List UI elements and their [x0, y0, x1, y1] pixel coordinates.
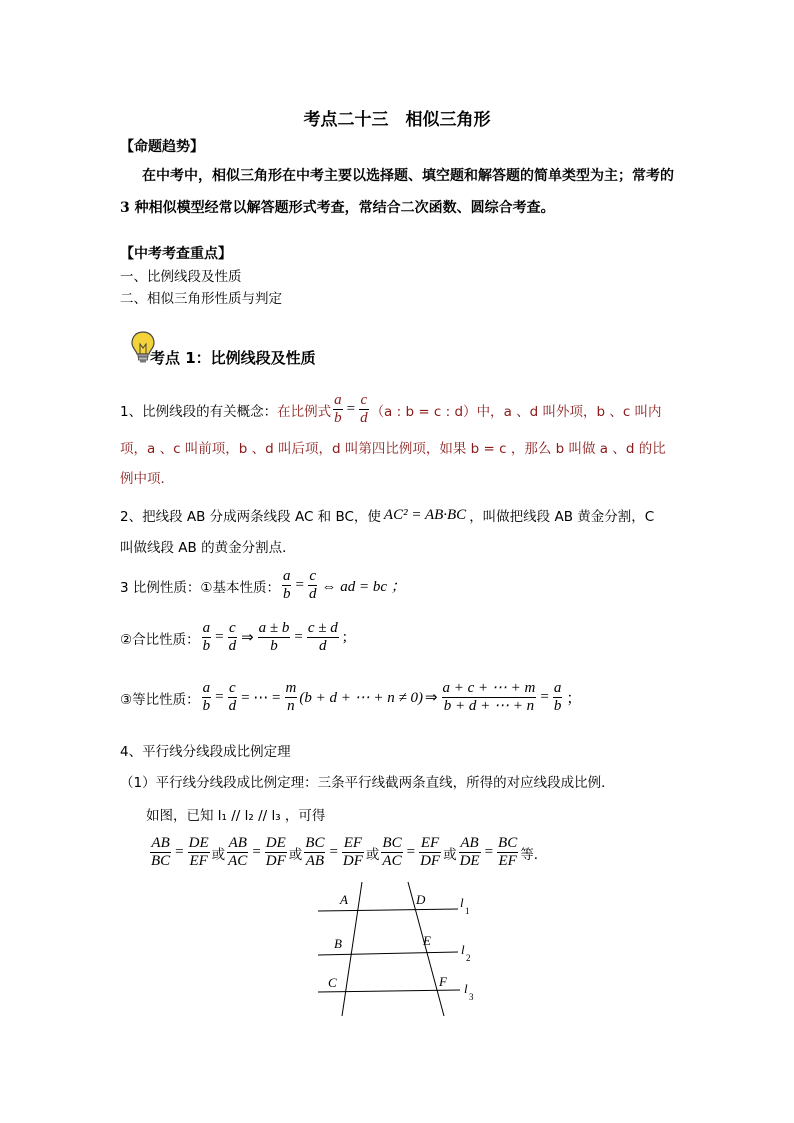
focus-item-2: 二、相似三角形性质与判定 — [120, 291, 282, 307]
fraction-c-d: $\frac{c}{d}$ — [228, 620, 237, 654]
trend-heading: 【命题趋势】 — [120, 139, 204, 155]
or-text: 或 — [211, 846, 226, 863]
p1-line-1: 1、比例线段的有关概念： 在比例式 $\frac{a}{b}$ = $\frac{c}{d}$ （a : b = c : d） 中， a 、d 叫外项，b 、c 叫内 — [120, 392, 662, 426]
point-F-label: F — [439, 974, 447, 989]
section-1-heading: 考点 1：比例线段及性质 — [150, 349, 316, 367]
p1-line-2: 项，a 、c 叫前项，b 、d 叫后项，d 叫第四比例项，如果 b = c ，那么 b 叫做 a 、d 的比 — [120, 441, 666, 457]
p3-label: 3 比例性质：①基本性质： — [120, 579, 280, 596]
fraction-c-d: $\frac{c}{d}$ — [308, 568, 317, 602]
ratio-fraction: $\frac{EF}{DF}$ — [342, 835, 363, 869]
ratio-fraction: $\frac{AB}{AC}$ — [228, 835, 248, 869]
p3-condition: (b + d + ⋯ + n ≠ 0) — [299, 690, 423, 706]
line-l3-sub: 3 — [469, 992, 474, 1002]
line-l2 — [318, 952, 458, 955]
line-l3 — [318, 990, 460, 992]
line-l2-sub: 2 — [466, 953, 471, 963]
p1-red-text: 在比例式 — [277, 403, 332, 420]
parallel-lines-figure — [300, 880, 500, 1024]
p3-label-3: ③等比性质： — [120, 691, 200, 708]
page-title: 考点二十三 相似三角形 — [303, 110, 491, 130]
point-B-label: B — [334, 936, 342, 951]
fraction-c-d: $\frac{c}{d}$ — [360, 392, 368, 426]
p4-given: 如图，已知 l₁ // l₂ // l₃ ，可得 — [146, 808, 326, 824]
ratio-fraction: $\frac{BC}{AB}$ — [305, 835, 325, 869]
p4-heading: 4、平行线分线段成比例定理 — [120, 744, 291, 760]
line-l1 — [318, 909, 458, 911]
p3-result: ⇔ ad = bc ； — [321, 579, 406, 595]
line-l3-label: l — [464, 981, 468, 996]
p2-line-1 — [120, 505, 654, 525]
fraction-a-b: $\frac{a}{b}$ — [334, 392, 342, 426]
ratio-fraction: $\frac{BC}{AC}$ — [382, 835, 402, 869]
p1-line-3: 例中项． — [120, 471, 174, 487]
line-l1-sub: 1 — [465, 906, 470, 916]
fraction-a-b: $\frac{a}{b}$ — [553, 680, 562, 714]
focus-heading: 【中考考查重点】 — [120, 246, 232, 262]
ratio-fraction: $\frac{AB}{DE}$ — [459, 835, 480, 869]
p1-line1-rest: a 、d 叫外项，b 、c 叫内 — [503, 403, 662, 420]
line-l2-label: l — [461, 942, 465, 957]
fraction-a-b: $\frac{a}{b}$ — [202, 680, 211, 714]
point-A-label: A — [340, 892, 348, 907]
golden-formula: AC² = AB·BC — [383, 506, 467, 523]
p3-equal: ③等比性质： $\frac{a}{b}$ = $\frac{c}{d}$ = ⋯ = $\frac{m}{n}$ (b + d + ⋯ + n ≠ 0) ⇒ $\frac{a + c + \cdots + m}{b + d + \cdots + n}$ = $\frac{a}{b}$ ； — [120, 680, 582, 714]
or-text: 或 — [443, 846, 457, 863]
ratio-fraction: $\frac{BC}{EF}$ — [498, 835, 518, 869]
line-l1-label: l — [460, 895, 464, 910]
ratio-equations: $\frac{AB}{BC}$ = $\frac{DE}{EF}$ 或 $\frac{AB}{AC}$ = $\frac{DE}{DF}$ 或 $\frac{BC}{AB}$ = $\frac{EF}{DF}$ 或 $\frac{BC}{AC}$ = $\frac{EF}{DF}$ 或 $\frac{AB}{DE}$ = $\frac{BC}{EF}$ 等． — [151, 835, 548, 869]
fraction-a-b: $\frac{a}{b}$ — [202, 620, 211, 654]
point-C-label: C — [328, 975, 337, 990]
fraction-a-pm-b: $\frac{a \pm b}{b}$ — [258, 620, 290, 654]
trend-line-1: 在中考中，相似三角形在中考主要以选择题、填空题和解答题的简单类型为主；常考的 — [142, 168, 674, 184]
p1-ratio: （a : b = c : d） — [370, 403, 477, 420]
p4-sub: （1）平行线分线段成比例定理：三条平行线截两条直线，所得的对应线段成比例． — [120, 775, 615, 791]
p1-prefix: 1、比例线段的有关概念： — [120, 403, 278, 420]
point-E-label: E — [423, 933, 431, 948]
fraction-c-pm-d: $\frac{c \pm d}{d}$ — [307, 620, 338, 654]
trend-line-2: 3 种相似模型经常以解答题形式考查，常结合二次函数、圆综合考查。 — [120, 200, 555, 216]
p1-mid: 中， — [476, 403, 504, 420]
p2-line-2: 叫做线段 AB 的黄金分割点． — [120, 540, 296, 556]
p3-label-2: ②合比性质： — [120, 631, 200, 648]
or-text: 或 — [365, 846, 380, 863]
p3-combine: ②合比性质： $\frac{a}{b}$ = $\frac{c}{d}$ ⇒ $\frac{a \pm b}{b}$ = $\frac{c \pm d}{d}$ ; — [120, 620, 347, 654]
ratio-fraction: $\frac{AB}{BC}$ — [151, 835, 171, 869]
transversal-2 — [408, 882, 444, 1016]
fraction-c-d: $\frac{c}{d}$ — [228, 680, 237, 714]
p3-basic: 3 比例性质：①基本性质： $\frac{a}{b}$ = $\frac{c}{d}$ ⇔ ad = bc ； — [120, 568, 406, 602]
ratio-fraction: $\frac{DE}{DF}$ — [265, 835, 286, 869]
etc-text: 等． — [520, 846, 548, 863]
point-D-label: D — [416, 892, 426, 907]
p2-text-a: 2、把线段 AB 分成两条线段 AC 和 BC，使 — [120, 509, 381, 525]
ratio-fraction: $\frac{EF}{DF}$ — [420, 835, 441, 869]
p3-end: ； — [566, 691, 582, 707]
p2-text-b: ，叫做把线段 AB 黄金分割，C — [469, 509, 655, 525]
ratio-fraction: $\frac{DE}{EF}$ — [188, 835, 209, 869]
focus-item-1: 一、比例线段及性质 — [120, 269, 242, 285]
fraction-m-n: $\frac{m}{n}$ — [285, 680, 297, 714]
or-text: 或 — [288, 846, 303, 863]
fraction-sum: $\frac{a + c + \cdots + m}{b + d + \cdots + n}$ — [442, 680, 536, 714]
fraction-a-b: $\frac{a}{b}$ — [282, 568, 291, 602]
